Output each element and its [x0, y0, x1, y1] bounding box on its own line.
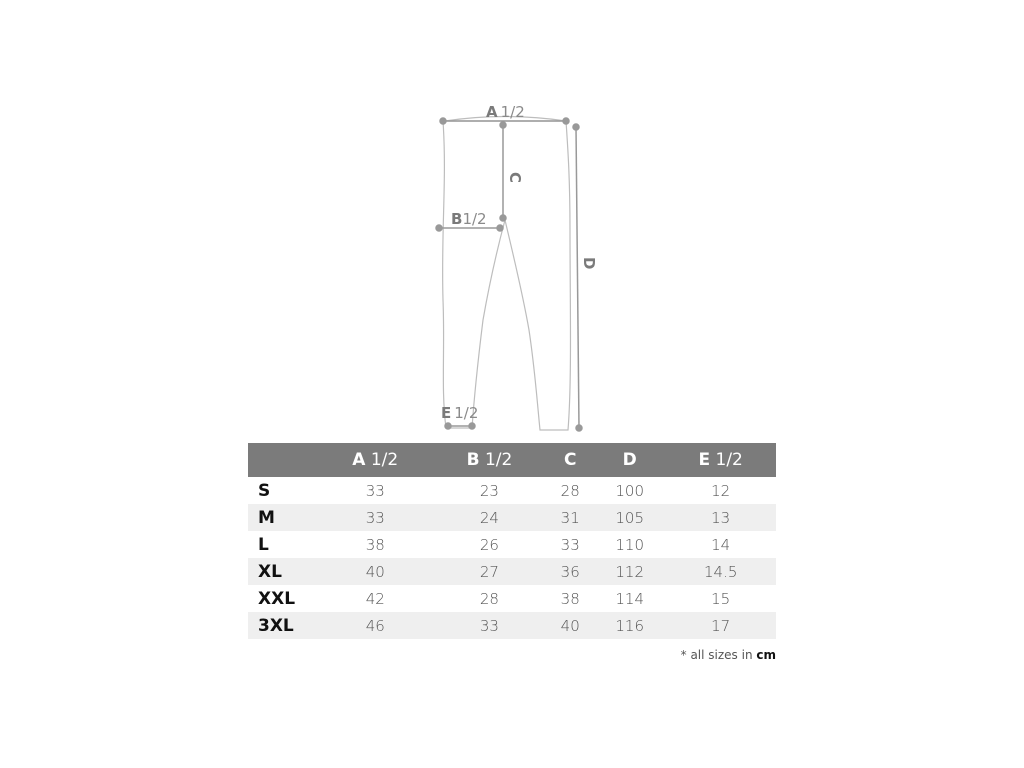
- measurement-lines: [436, 118, 582, 431]
- cell-e: 17: [665, 612, 776, 639]
- cell-e: 15: [711, 589, 731, 608]
- measure-c-end-dot: [500, 215, 506, 221]
- cell-e: 14: [711, 535, 731, 554]
- measure-c-start-dot: [500, 122, 506, 128]
- measure-a-end-dot: [563, 118, 569, 124]
- size-label: 3XL: [248, 612, 318, 639]
- cell-a: 33: [365, 481, 385, 500]
- measure-d-line: [576, 127, 579, 428]
- label-b: B1/2: [451, 210, 487, 228]
- size-label: XL: [248, 558, 318, 585]
- cell-a: 46: [318, 612, 432, 639]
- cell-a: 38: [365, 535, 385, 554]
- cell-b: 27: [432, 558, 546, 585]
- measure-b-end-dot: [497, 225, 503, 231]
- header-d: D: [594, 443, 665, 477]
- size-label: S: [258, 480, 271, 501]
- measure-d-end-dot: [576, 425, 582, 431]
- cell-e: 12: [711, 481, 731, 500]
- label-a: A 1/2: [486, 103, 525, 121]
- label-c: C: [506, 172, 524, 184]
- size-label: L: [258, 534, 269, 555]
- size-label: XXL: [258, 588, 296, 609]
- table-row: [248, 558, 776, 585]
- cell-a: 40: [318, 558, 432, 585]
- header-size: [248, 443, 318, 477]
- cell-b: 23: [479, 481, 499, 500]
- label-e: E 1/2: [441, 404, 479, 422]
- table-row: [248, 477, 776, 504]
- size-chart-table: [248, 443, 776, 639]
- measure-b-start-dot: [436, 225, 442, 231]
- cell-c: 31: [546, 504, 594, 531]
- pants-outline: [443, 117, 571, 431]
- table-row: [248, 612, 776, 639]
- cell-e: 14.5: [665, 558, 776, 585]
- header-c: C: [546, 443, 594, 477]
- size-table-header: [248, 443, 776, 477]
- header-a: A 1/2: [318, 443, 432, 477]
- table-row: [248, 585, 776, 612]
- cell-d: 112: [594, 558, 665, 585]
- header-e: E 1/2: [665, 443, 776, 477]
- cell-d: 114: [615, 589, 644, 608]
- cell-c: 28: [560, 481, 580, 500]
- header-b: B 1/2: [432, 443, 546, 477]
- cell-c: 36: [546, 558, 594, 585]
- table-row: [248, 504, 776, 531]
- cell-b: 26: [479, 535, 499, 554]
- cell-b: 24: [432, 504, 546, 531]
- cell-c: 38: [560, 589, 580, 608]
- cell-a: 33: [318, 504, 432, 531]
- cell-d: 100: [615, 481, 644, 500]
- measure-e-start-dot: [445, 423, 451, 429]
- footnote-text: * all sizes in: [680, 648, 757, 662]
- cell-b: 28: [479, 589, 499, 608]
- cell-e: 13: [665, 504, 776, 531]
- cell-c: 33: [560, 535, 580, 554]
- measure-a-start-dot: [440, 118, 446, 124]
- label-d: D: [580, 257, 598, 270]
- footnote-unit: cm: [756, 648, 776, 662]
- units-footnote: [600, 648, 776, 662]
- size-label: M: [248, 504, 318, 531]
- cell-d: 105: [594, 504, 665, 531]
- cell-b: 33: [432, 612, 546, 639]
- measure-e-end-dot: [469, 423, 475, 429]
- measure-d-start-dot: [573, 124, 579, 130]
- cell-d: 110: [615, 535, 644, 554]
- cell-a: 42: [365, 589, 385, 608]
- cell-d: 116: [594, 612, 665, 639]
- cell-c: 40: [546, 612, 594, 639]
- table-row: [248, 531, 776, 558]
